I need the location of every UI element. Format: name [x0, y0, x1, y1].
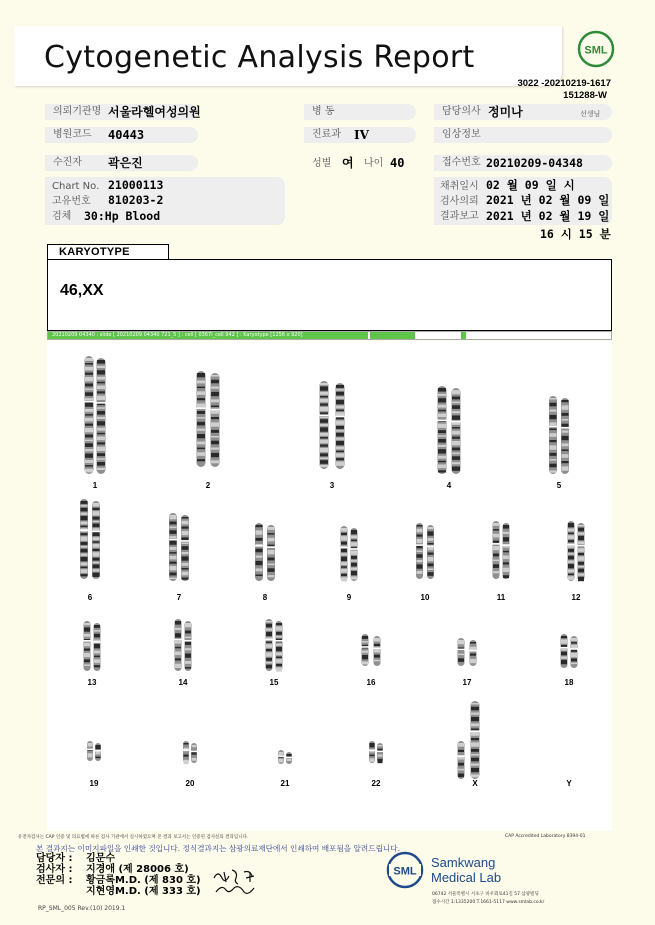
chromosome-label: 7 [176, 593, 182, 602]
doctor-label: 담당의사 [434, 104, 612, 120]
staff-role [36, 886, 86, 897]
staff-list [36, 853, 201, 897]
image-caption: 20210209 04340 : slide [ 20210209 04340 721_5 ] : cell [ 0367l_cell 942 ] : Karyotype [1256 x 920] [48, 332, 368, 339]
chromosome-label: 22 [371, 779, 381, 788]
chromosome-pair-21 [278, 750, 293, 764]
chromosome-label: 4 [446, 481, 452, 490]
unique-id-value: 810203-2 [108, 193, 164, 207]
karyotype-tab: KARYOTYPE [47, 244, 169, 259]
chromosome-pair-10 [416, 523, 435, 579]
lab-name [431, 855, 501, 885]
chart-no-value: 21000113 [108, 178, 164, 192]
chromosome-label: 6 [87, 593, 93, 602]
staff-name: 황금록M.D. (제 830 호) [86, 875, 201, 886]
report-label: 결과보고 [440, 211, 479, 222]
doctor-suffix: 선생님 [580, 110, 601, 118]
patient-value: 곽은진 [108, 156, 143, 170]
doctor-value: 정미나 [488, 105, 523, 119]
chromosome-pair-4 [437, 386, 461, 474]
chromosome-label: 13 [87, 678, 97, 687]
chromosome-label: 1 [92, 481, 98, 490]
karyogram-svg [47, 341, 612, 831]
unique-id-label: 고유번호 [52, 196, 91, 207]
chromosome-pair-12 [567, 521, 585, 581]
chromosome-label: 21 [280, 779, 290, 788]
hospital-value: 서울라헬여성의원 [108, 105, 201, 119]
chromosome-label: 5 [556, 481, 562, 490]
chromosome-pair-14 [174, 619, 192, 671]
department-value: IV [354, 128, 369, 142]
age-value: 40 [390, 156, 405, 170]
chromosome-label: 12 [571, 593, 581, 602]
karyogram-image [47, 341, 612, 831]
chromosome-label: 8 [262, 593, 268, 602]
chromosome-label: 19 [89, 779, 99, 788]
caption-bar-segment [370, 332, 415, 339]
clinical-info-label: 임상정보 [434, 127, 612, 143]
samkwang-logo-icon [386, 851, 424, 889]
receipt-label: 접수번호 [434, 155, 612, 171]
staff-name: 김문수 [86, 853, 115, 864]
specimen-label: 검체 [52, 211, 72, 222]
report-value: 2021 년 02 월 19 일 [486, 209, 610, 223]
signature-icon [210, 866, 266, 900]
image-caption-bar [47, 331, 612, 340]
chromosome-pair-15 [265, 619, 283, 672]
chromosome-label: 2 [205, 481, 211, 490]
sml-logo-icon [577, 30, 615, 68]
chromosome-label: Y [566, 779, 572, 788]
staff-role: 검사자 : [36, 864, 73, 875]
chromosome-pair-13 [83, 621, 101, 671]
report-id-line2: 151288-W [563, 90, 607, 101]
sml-logo-text: SML [584, 44, 608, 57]
chromosome-label: X [472, 779, 478, 788]
chromosome-pair-8 [255, 523, 276, 581]
patient-label: 수진자 [45, 155, 198, 171]
karyotype-result-box [47, 259, 612, 331]
specimen-value: 30:Hp Blood [84, 209, 161, 223]
hospital-code-value: 40443 [108, 128, 145, 142]
hospital-label: 의뢰기관명 [45, 104, 198, 120]
sex-label: 성별 [312, 158, 332, 169]
chromosome-label: 15 [269, 678, 279, 687]
chromosome-label: 11 [496, 593, 506, 602]
chromosome-pair-17 [457, 638, 477, 666]
chromosome-pair-5 [549, 396, 570, 474]
staff-name: 지경애 (제 28006 호) [86, 864, 189, 875]
chromosome-pair-6 [80, 499, 101, 579]
department-label: 진료과 [304, 127, 416, 143]
staff-row [36, 853, 201, 864]
cap-accreditation: CAP Accredited Laboratory 8394-01 [505, 834, 586, 839]
staff-row [36, 875, 201, 886]
form-code: RP_SML_005 Rev.(10) 2019.1 [38, 905, 126, 912]
lab-name-line2: Medical Lab [431, 870, 502, 885]
chromosome-pair-1 [84, 356, 106, 474]
chromosome-label: 9 [346, 593, 352, 602]
address-line1: 06742 서울특별시 서초구 바우뫼로41길 57 삼광빌딩 [432, 892, 539, 897]
staff-name: 지현영M.D. (제 333 호) [86, 886, 201, 897]
chart-no-label: Chart No. [52, 181, 100, 192]
collection-label: 채취일시 [440, 181, 479, 192]
lab-address [432, 891, 544, 907]
chromosome-pair-19 [87, 741, 102, 761]
report-id-line1: 3022 -20210219-1617 [517, 78, 611, 89]
chromosome-pair-2 [196, 371, 220, 467]
chromosome-pair-7 [169, 513, 190, 581]
staff-role: 담당자 : [36, 853, 73, 864]
chromosome-pair-x [457, 701, 480, 779]
collection-value: 02 월 09 일 시 [486, 178, 575, 192]
report-id [517, 78, 611, 102]
karyotype-result: 46,XX [60, 282, 104, 299]
caption-bar-segment [461, 332, 466, 339]
report-title: Cytogenetic Analysis Report [44, 40, 475, 75]
chromosome-pair-9 [340, 526, 358, 582]
staff-row [36, 886, 201, 897]
request-label: 검사의뢰 [440, 196, 479, 207]
chromosome-pair-18 [560, 634, 578, 668]
title-banner [14, 26, 562, 86]
chromosome-pair-16 [361, 634, 381, 666]
chromosome-label: 10 [420, 593, 430, 602]
chromosome-pair-22 [369, 741, 384, 763]
chromosome-label: 3 [329, 481, 335, 490]
print-notice: 본 결과지는 이미지파일을 인쇄한 것입니다. 정식결과지는 삼광의료재단에서 인쇄하여 배포됨을 알려드립니다. [36, 844, 400, 853]
chromosome-pair-20 [183, 741, 198, 764]
chromosome-label: 18 [564, 678, 574, 687]
chromosome-label: 16 [366, 678, 376, 687]
hospital-code-label: 병원코드 [45, 127, 198, 143]
sex-value: 여 [342, 156, 354, 170]
receipt-value: 20210209-04348 [486, 156, 583, 170]
ward-label: 병 동 [304, 104, 416, 120]
samkwang-logo-text: SML [393, 865, 417, 878]
staff-row [36, 864, 201, 875]
staff-role: 전문의 : [36, 875, 73, 886]
footnote: 유전자검사는 CAP 인증 및 의료법에 따른 검사 기관에서 실시하였으며 본 결과 보고서는 인증된 검사실의 결과입니다. [18, 835, 249, 840]
chromosome-label: 14 [178, 678, 188, 687]
report-time-value: 16 시 15 분 [540, 227, 611, 241]
address-line2: 접수시간 1:1335200 T.1661-5117 www.smlab.co.kr [432, 900, 545, 905]
lab-name-line1: Samkwang [431, 855, 496, 870]
chromosome-label: 20 [185, 779, 195, 788]
request-value: 2021 년 02 월 09 일 [486, 193, 610, 207]
chromosome-pair-11 [492, 521, 510, 579]
chromosome-pair-3 [319, 381, 345, 469]
age-label: 나이 [364, 158, 384, 169]
chromosome-label: 17 [462, 678, 472, 687]
